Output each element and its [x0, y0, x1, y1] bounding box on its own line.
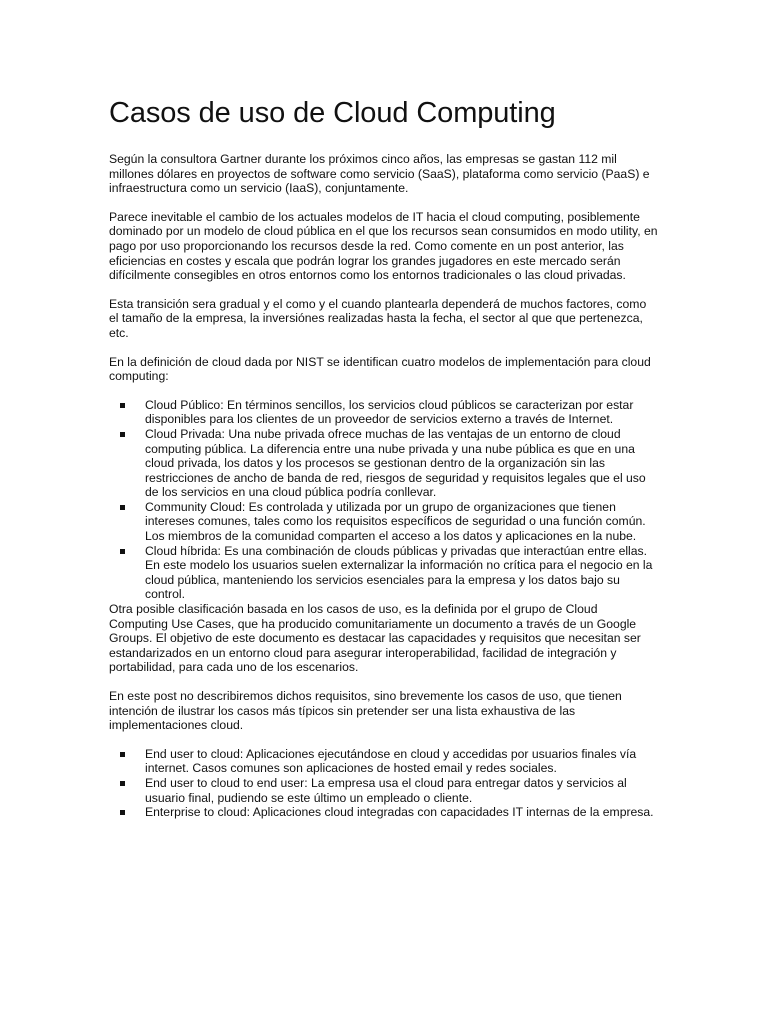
- document-title: Casos de uso de Cloud Computing: [109, 97, 556, 129]
- list-item-text: Cloud híbrida: Es una combinación de clouds públicas y privadas que interactúan entre ellas. En este modelo los usuarios suelen externalizar la información no crítica para el negocio en la cloud pública, manteniendo los servicios esenciales para la empresa y los datos bajo su control.: [145, 543, 653, 602]
- paragraph-transition: Esta transición sera gradual y el como y el cuando plantearla dependerá de muchos factores, como el tamaño de la empresa, la inversiónes realizadas hasta la fecha, el sector al que que pertenezca, etc.: [109, 296, 647, 340]
- list-item-text: Community Cloud: Es controlada y utilizada por un grupo de organizaciones que tienen intereses comunes, tales como los requisitos específicos de seguridad o una función común. Los miembros de la comunidad comparten el acceso a los datos y aplicaciones en la nube.: [145, 499, 646, 544]
- list-item: [109, 776, 659, 805]
- list-item: [109, 747, 659, 776]
- list-item: [109, 500, 659, 544]
- square-bullet-icon: [120, 752, 125, 757]
- list-item: [109, 544, 659, 602]
- paragraph-post-scope: En este post no describiremos dichos requisitos, sino brevemente los casos de uso, que tienen intención de ilustrar los casos más típicos sin pretender ser una lista exhaustiva de las implementaciones cloud.: [109, 689, 622, 733]
- list-item-text: End user to cloud: Aplicaciones ejecutándose en cloud y accedidas por usuarios finales vía internet. Casos comunes son aplicaciones de hosted email y redes sociales.: [145, 746, 637, 776]
- paragraph-it-models: Parece inevitable el cambio de los actuales modelos de IT hacia el cloud computing, posiblemente dominado por un modelo de cloud pública en el que los recursos sean consumidos en modo utility, en pago por uso proporcionando los recursos desde la red. Como comente en un post anterior, las eficiencias en costes y escala que podrán lograr los grandes jugadores en este mercado serán difícilmente consegibles en otros entornos como los entornos tradicionales o las cloud privadas.: [109, 209, 658, 283]
- square-bullet-icon: [120, 432, 125, 437]
- list-item-text: Cloud Público: En términos sencillos, los servicios cloud públicos se caracterizan por estar disponibles para los clientes de un proveedor de servicios externo a través de Internet.: [145, 397, 634, 427]
- use-cases-list: [109, 747, 659, 820]
- square-bullet-icon: [120, 549, 125, 554]
- document-page: [109, 94, 659, 820]
- list-item-text: Cloud Privada: Una nube privada ofrece muchas de las ventajas de un entorno de cloud computing pública. La diferencia entre una nube privada y una nube pública es que en una cloud privada, los datos y los procesos se gestionan dentro de la organización sin las restricciones de ancho de banda de red, riesgos de seguridad y requisitos legales que el uso de los servicios en una cloud pública podría conllevar.: [145, 426, 646, 500]
- list-item: [109, 427, 659, 500]
- square-bullet-icon: [120, 403, 125, 408]
- paragraph-nist: En la definición de cloud dada por NIST se identifican cuatro modelos de implementación para cloud computing:: [109, 354, 651, 384]
- paragraph-use-cases-group: Otra posible clasificación basada en los casos de uso, es la definida por el grupo de Cloud Computing Use Cases, que ha producido comunitariamente un documento a través de un Google Groups. El objetivo de este documento es destacar las capacidades y requisitos que necesitan ser estandarizados en un entorno cloud para asegurar interoperabilidad, facilidad de integración y portabilidad, para cada uno de los escenarios.: [109, 602, 641, 675]
- list-item: [109, 805, 659, 820]
- square-bullet-icon: [120, 505, 125, 510]
- list-item-text: End user to cloud to end user: La empresa usa el cloud para entregar datos y servicios al usuario final, pudiendo se este último un empleado o cliente.: [145, 775, 627, 805]
- paragraph-gartner: Según la consultora Gartner durante los próximos cinco años, las empresas se gastan 112 mil millones dólares en proyectos de software como servicio (SaaS), plataforma como servicio (PaaS) e infraestructura como un servicio (IaaS), conjuntamente.: [109, 152, 650, 196]
- list-item-text: Enterprise to cloud: Aplicaciones cloud integradas con capacidades IT internas de la empresa.: [145, 805, 654, 820]
- square-bullet-icon: [120, 810, 125, 815]
- deployment-models-list: [109, 398, 659, 602]
- list-item: [109, 398, 659, 427]
- square-bullet-icon: [120, 781, 125, 786]
